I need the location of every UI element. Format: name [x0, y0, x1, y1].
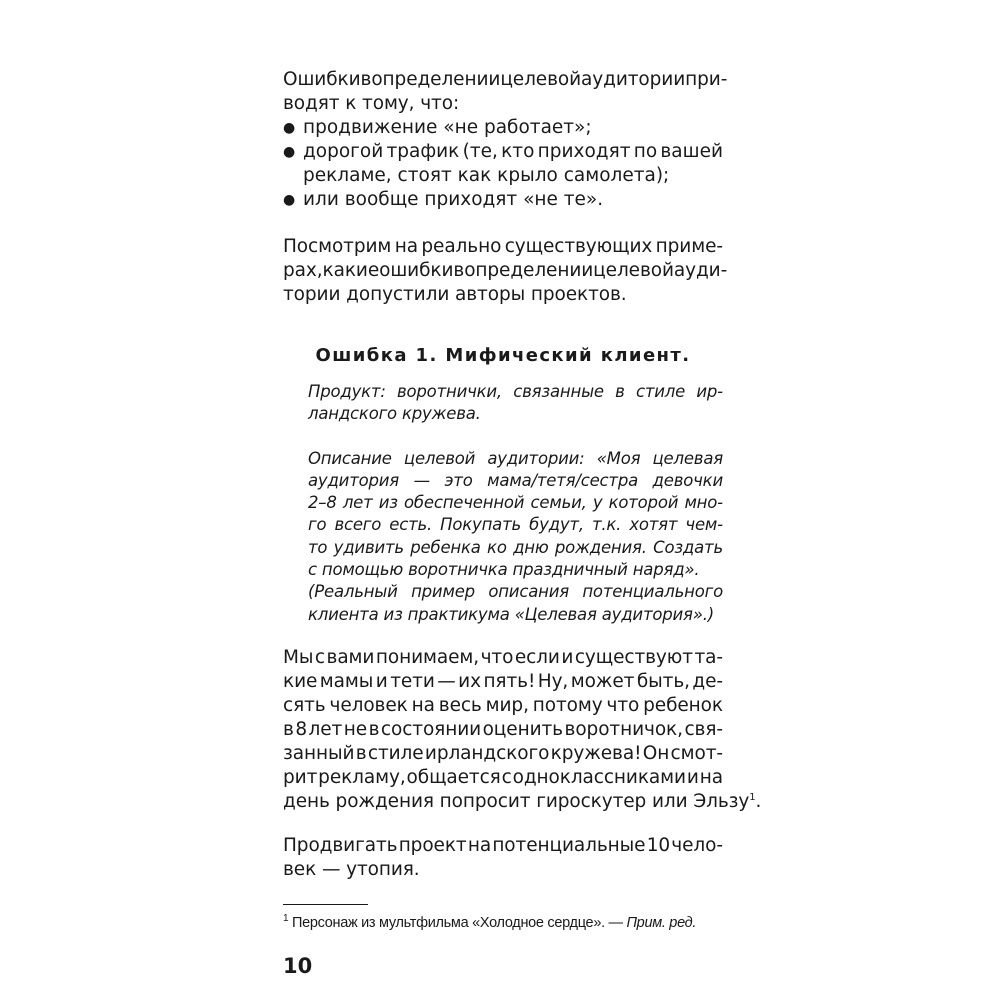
- analysis-line: сять человек на весь мир, потому что ребенок: [283, 694, 723, 716]
- audience-description: [308, 448, 723, 626]
- consequences-list: [283, 116, 723, 212]
- bullet-icon: ●: [283, 120, 296, 136]
- footnote-marker: 1: [283, 913, 289, 925]
- bullet-icon: ●: [283, 144, 296, 160]
- audience-description-line: Описание целевой аудитории: «Моя целевая: [308, 448, 723, 468]
- examples-intro-paragraph-line: Посмотрим на реально существующих приме-: [283, 236, 723, 257]
- analysis-last-line: день рождения попросит гироскутер или Эльзу: [283, 790, 750, 812]
- analysis-last-punct: .: [755, 790, 762, 812]
- book-page: [283, 68, 762, 978]
- examples-intro-paragraph-line: рах, какие ошибки в определении целевой ауди-: [283, 260, 728, 281]
- list-item: [283, 116, 723, 140]
- examples-intro-paragraph: [283, 235, 728, 307]
- list-item-text: [303, 140, 723, 188]
- examples-intro-paragraph-line: тории допустили авторы проектов.: [283, 284, 627, 305]
- analysis-line: в 8 лет не в состоянии оценить воротничок, свя-: [283, 718, 723, 740]
- audience-description-line: клиента из практикума «Целевая аудитория».): [308, 604, 715, 624]
- analysis-paragraph: [283, 646, 762, 814]
- conclusion-paragraph-line: Продвигать проект на потенциальные 10 чело-: [283, 834, 723, 856]
- intro-text: [283, 68, 728, 116]
- conclusion-paragraph-line: век — утопия.: [283, 858, 420, 880]
- audience-description-line: с помощью воротничка праздничный наряд».: [308, 560, 700, 580]
- list-item: [283, 188, 723, 212]
- intro-text-line: водят к тому, что:: [283, 93, 460, 114]
- audience-description-line: то удивить ребенка ко дню рождения. Создать: [308, 537, 723, 557]
- analysis-line: рит рекламу, общается с одноклассниками и на: [283, 766, 723, 788]
- audience-description-line: аудитория — это мама/тетя/сестра девочки: [308, 470, 723, 490]
- analysis-line: Мы с вами понимаем, что если и существуют та-: [283, 646, 723, 668]
- audience-description-line: 2–8 лет из обеспеченной семьи, у которой мно-: [308, 493, 723, 513]
- footnote: [283, 914, 723, 932]
- product-description-line: Продукт: воротнички, связанные в стиле ир-: [308, 382, 723, 401]
- page-number: 10: [283, 953, 313, 978]
- list-item-text-line: дорогой трафик (те, кто приходят по вашей: [303, 141, 723, 162]
- section-heading: Ошибка 1. Мифический клиент.: [315, 345, 691, 366]
- list-item-text-line: рекламе, стоят как крыло самолета);: [303, 165, 670, 186]
- list-item-text-line: или вообще приходят «не те».: [303, 189, 604, 210]
- analysis-line: занный в стиле ирландского кружева! Он смот-: [283, 742, 723, 764]
- bullet-icon: ●: [283, 192, 296, 208]
- intro-text-line: Ошибки в определении целевой аудитории при-: [283, 69, 728, 90]
- audience-description-line: го всего есть. Покупать будут, т.к. хотят чем-: [308, 515, 723, 535]
- product-description-line: ландского кружева.: [308, 404, 481, 424]
- audience-description-line: (Реальный пример описания потенциального: [308, 582, 723, 602]
- analysis-line: кие мамы и тети — их пять! Ну, может быть, де-: [283, 670, 723, 692]
- intro-paragraph: [283, 68, 728, 212]
- list-item: [283, 140, 723, 188]
- example-quote: [283, 381, 723, 626]
- footnote-editor-note: Прим. ред.: [626, 914, 697, 931]
- conclusion-paragraph: [283, 834, 723, 882]
- list-item-text: [303, 188, 723, 212]
- footnote-text: Персонаж из мультфильма «Холодное сердце». —: [288, 914, 627, 931]
- list-item-text: [303, 116, 723, 140]
- product-description: [308, 381, 723, 426]
- list-item-text-line: продвижение «не работает»;: [303, 117, 592, 138]
- footnote-reference: 1: [749, 791, 756, 803]
